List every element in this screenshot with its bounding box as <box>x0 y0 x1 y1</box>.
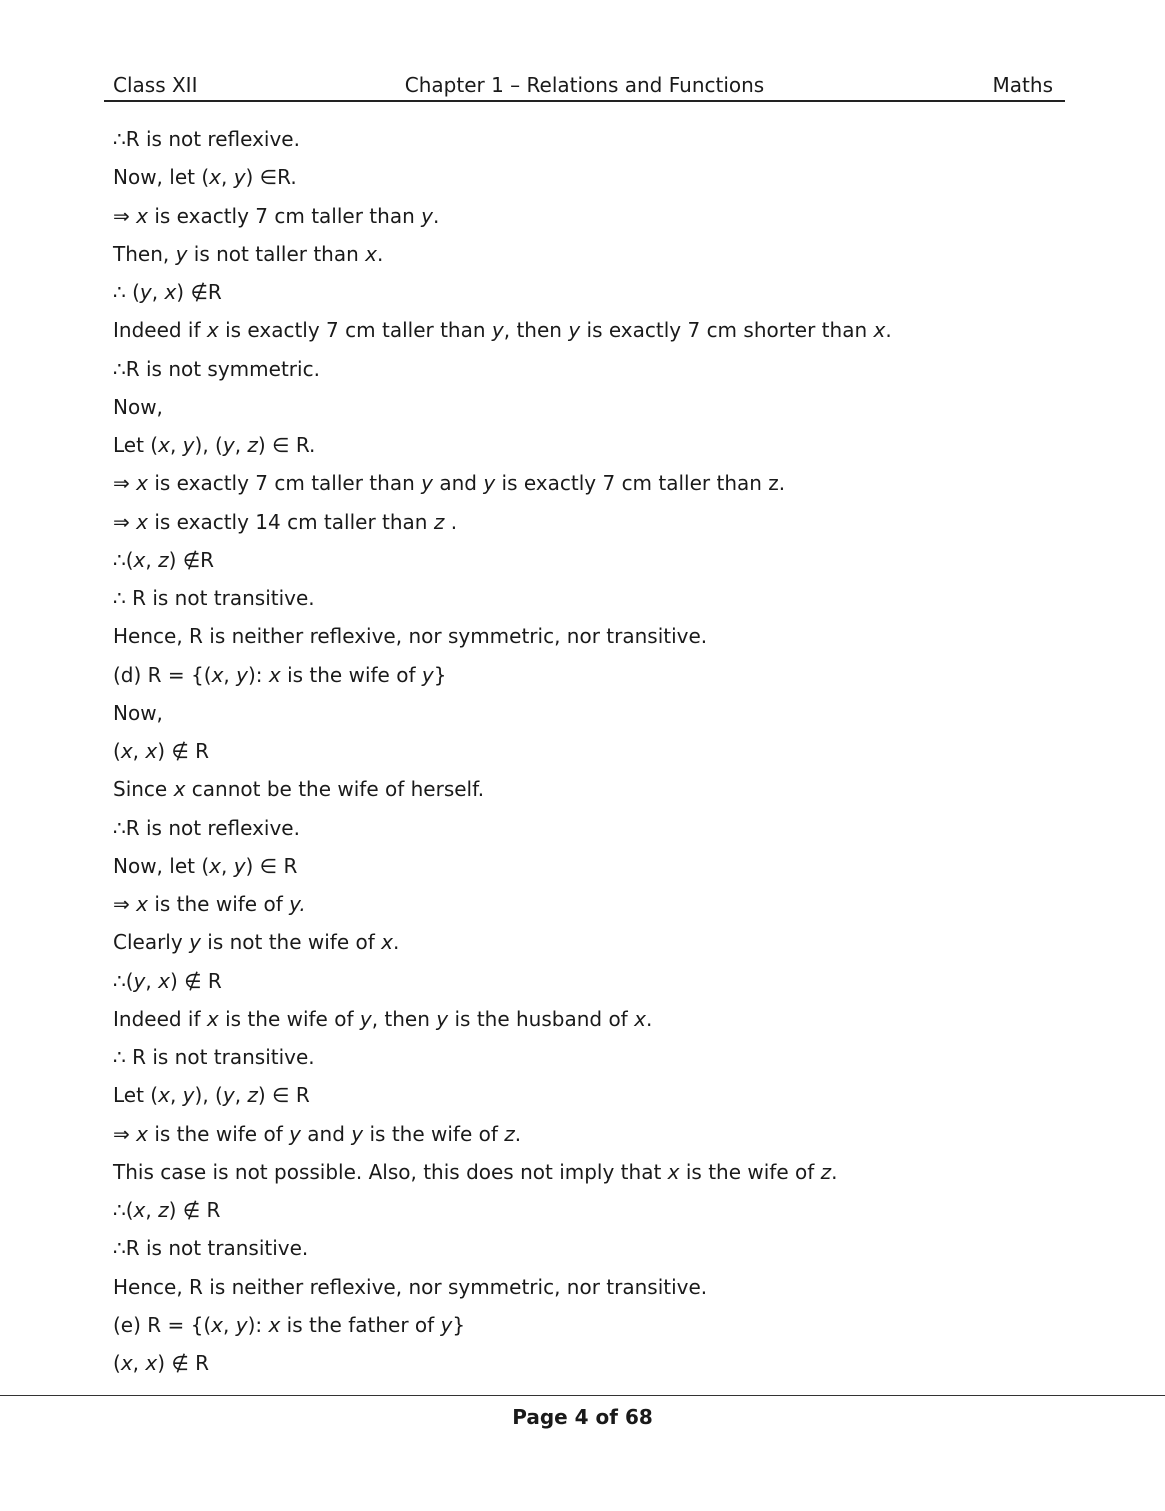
text-line <box>113 1115 1053 1153</box>
math-variable: y <box>182 433 195 457</box>
text-line <box>113 158 1053 196</box>
text-run: (d) R = {( <box>113 662 212 687</box>
math-variable: x <box>365 241 377 266</box>
text-line <box>113 197 1053 235</box>
math-variable: y <box>222 433 235 457</box>
text-run: , then <box>503 318 569 343</box>
text-line <box>113 1229 1053 1267</box>
text-run: ⇒ <box>113 203 137 228</box>
math-variable: y <box>359 1006 372 1031</box>
text-line <box>113 885 1053 923</box>
text-run: ∴( <box>113 1198 134 1222</box>
text-run: Hence, R is neither reflexive, nor symmetric, nor transitive. <box>113 1274 708 1299</box>
text-line <box>113 1000 1053 1038</box>
text-run: ), ( <box>194 433 223 457</box>
text-run: . <box>831 1159 838 1184</box>
math-variable: y <box>491 318 504 343</box>
text-run: ) ∈ R. <box>257 433 316 457</box>
text-run: ): <box>247 662 269 687</box>
text-run: is exactly 7 cm shorter than <box>580 318 874 343</box>
math-variable: y <box>440 1312 453 1337</box>
text-line <box>113 235 1053 273</box>
text-line <box>113 273 1053 311</box>
math-variable: x <box>209 853 221 878</box>
math-variable: y <box>175 241 188 266</box>
math-variable: x <box>268 662 281 687</box>
text-run: and <box>300 1121 352 1146</box>
text-line <box>113 1191 1053 1229</box>
math-variable: x <box>120 1351 133 1375</box>
math-variable: x <box>206 318 219 343</box>
math-variable: x <box>634 1006 646 1031</box>
text-run: , <box>220 853 234 878</box>
math-variable: x <box>211 1312 224 1337</box>
text-line <box>113 923 1053 961</box>
math-variable: x <box>145 739 158 763</box>
text-line <box>113 541 1053 579</box>
math-variable: x <box>136 471 148 496</box>
text-run: This case is not possible. Also, this does not imply that <box>113 1159 668 1184</box>
math-variable: y <box>568 318 581 343</box>
text-run: , <box>223 662 237 687</box>
text-run: ∴( <box>113 968 134 993</box>
text-run: ∴ R is not transitive. <box>113 1045 315 1069</box>
math-variable: x <box>206 1006 219 1031</box>
text-run: , <box>220 165 234 190</box>
page-header <box>104 70 1065 102</box>
text-run: is the wife of <box>147 1121 290 1146</box>
math-variable: x <box>120 739 133 763</box>
math-variable: x <box>158 968 170 993</box>
text-run: ) ∈R. <box>245 165 297 190</box>
math-variable: z <box>820 1159 832 1184</box>
text-run: is the husband of <box>448 1006 635 1031</box>
text-run: , <box>169 433 183 457</box>
text-run: . <box>444 509 458 534</box>
text-run: , <box>145 968 159 993</box>
text-run: is exactly 7 cm taller than <box>147 203 422 228</box>
text-run: is the wife of <box>147 892 290 916</box>
math-variable: x <box>164 280 177 304</box>
text-run: Now, let ( <box>113 165 210 190</box>
text-run: . <box>514 1121 522 1146</box>
math-variable: y <box>483 471 496 496</box>
math-variable: y <box>351 1121 364 1146</box>
text-run: ), ( <box>194 1083 223 1108</box>
math-variable: y <box>289 1121 301 1146</box>
text-line <box>113 617 1053 655</box>
text-run: (e) R = {( <box>113 1312 212 1337</box>
text-run: is exactly 7 cm taller than z. <box>495 471 786 496</box>
text-run: Clearly <box>113 930 190 955</box>
text-run: Now, <box>113 394 163 419</box>
text-run: , <box>234 433 248 457</box>
math-variable: y <box>133 968 146 993</box>
text-line <box>113 388 1053 426</box>
text-run: Let ( <box>113 1083 159 1108</box>
text-run: ⇒ <box>113 509 137 534</box>
text-run: . <box>645 1006 653 1031</box>
text-run: Indeed if <box>113 1006 207 1031</box>
text-run: ): <box>247 1312 269 1337</box>
math-variable: x <box>136 509 148 534</box>
text-line <box>113 350 1053 388</box>
text-line <box>113 503 1053 541</box>
text-line <box>113 809 1053 847</box>
text-run: is exactly 7 cm taller than <box>147 471 422 496</box>
math-variable: z <box>247 1083 258 1108</box>
text-line <box>113 1268 1053 1306</box>
text-run: is exactly 7 cm taller than <box>218 318 492 343</box>
text-line <box>113 120 1053 158</box>
text-line <box>113 464 1053 502</box>
text-line <box>113 694 1053 732</box>
text-run: ∴R is not symmetric. <box>113 356 320 381</box>
text-run: . <box>392 930 400 955</box>
text-run: Indeed if <box>113 318 207 343</box>
math-variable: z <box>247 433 258 457</box>
math-variable: y <box>236 662 248 687</box>
text-line <box>113 732 1053 770</box>
text-run: , <box>145 1198 159 1222</box>
text-run: Hence, R is neither reflexive, nor symmetric, nor transitive. <box>113 624 708 649</box>
math-variable: y <box>139 280 152 304</box>
text-run: . <box>885 318 892 343</box>
text-run: ) ∉ R <box>168 1198 221 1222</box>
text-line <box>113 847 1053 885</box>
math-variable: x <box>133 547 146 572</box>
text-run: ⇒ <box>113 1121 137 1146</box>
text-run: is exactly 14 cm taller than <box>147 509 434 534</box>
math-variable: x <box>158 1083 170 1108</box>
text-run: , <box>169 1083 183 1108</box>
math-variable: y <box>233 165 246 190</box>
text-run: , <box>234 1083 248 1108</box>
footer-divider <box>0 1395 1165 1396</box>
math-variable: y <box>182 1083 195 1108</box>
text-line <box>113 579 1053 617</box>
page-number: Page 4 of 68 <box>512 1405 653 1429</box>
text-line <box>113 426 1053 464</box>
text-line <box>113 1076 1053 1114</box>
math-variable: x <box>873 318 886 343</box>
math-variable: y <box>421 471 433 496</box>
math-variable: x <box>158 433 170 457</box>
text-run: ⇒ <box>113 471 137 496</box>
text-run: ∴R is not transitive. <box>113 1236 309 1261</box>
math-variable: x <box>136 1121 148 1146</box>
text-run: } <box>433 662 447 687</box>
header-chapter: Chapter 1 – Relations and Functions <box>404 73 765 97</box>
math-variable: y <box>235 1312 248 1337</box>
text-run: ∴R is not reflexive. <box>113 815 300 840</box>
math-variable: x <box>136 203 148 228</box>
text-line <box>113 1153 1053 1191</box>
math-variable: y <box>436 1006 449 1031</box>
text-run: ) ∉ R <box>157 1351 210 1375</box>
text-run: Now, <box>113 700 163 725</box>
text-line <box>113 1306 1053 1344</box>
text-run: ) ∉R <box>168 547 215 572</box>
text-run: Let ( <box>113 433 159 457</box>
math-variable: y <box>421 203 433 228</box>
math-variable: x <box>667 1159 680 1184</box>
math-variable: z <box>504 1121 515 1146</box>
text-run: . <box>432 203 440 228</box>
text-run: Now, let ( <box>113 853 210 878</box>
text-line <box>113 770 1053 808</box>
text-run: is not taller than <box>187 241 366 266</box>
text-run: , <box>145 547 159 572</box>
text-run: is the wife of <box>363 1121 505 1146</box>
text-run: ∴R is not reflexive. <box>113 127 300 151</box>
text-run: . <box>377 241 384 266</box>
text-run: is the father of <box>280 1312 441 1337</box>
math-variable: x <box>381 930 393 955</box>
math-variable: y <box>421 662 434 687</box>
text-run: Then, <box>113 241 176 266</box>
text-run: ) ∉R <box>176 280 222 304</box>
math-variable: x <box>211 662 224 687</box>
text-run: , <box>151 280 165 304</box>
math-variable: x <box>145 1351 158 1375</box>
text-run: is not the wife of <box>200 930 382 955</box>
math-variable: z <box>158 547 169 572</box>
math-variable: z <box>433 509 445 534</box>
math-variable: y. <box>289 892 306 916</box>
text-run: , then <box>371 1006 437 1031</box>
text-run: Since <box>113 777 174 802</box>
text-run: ) ∈ R <box>245 853 298 878</box>
text-line <box>113 962 1053 1000</box>
text-run: ( <box>113 1351 121 1375</box>
text-run: cannot be the wife of herself. <box>185 777 485 802</box>
math-variable: y <box>222 1083 235 1108</box>
text-run: , <box>223 1312 236 1337</box>
text-line <box>113 311 1053 349</box>
text-line <box>113 656 1053 694</box>
text-run: is the wife of <box>280 662 422 687</box>
math-variable: x <box>268 1312 281 1337</box>
text-run: is the wife of <box>218 1006 360 1031</box>
math-variable: x <box>136 892 148 916</box>
document-body <box>113 120 1053 1382</box>
text-run: , <box>132 1351 146 1375</box>
text-line <box>113 1038 1053 1076</box>
math-variable: x <box>209 165 221 190</box>
text-run: } <box>452 1312 466 1337</box>
math-variable: y <box>233 853 246 878</box>
text-run: ) ∈ R <box>257 1083 310 1108</box>
header-class: Class XII <box>113 73 198 97</box>
text-run: ∴ R is not transitive. <box>113 586 315 610</box>
math-variable: x <box>133 1198 146 1222</box>
text-run: , <box>132 739 146 763</box>
text-run: ∴ ( <box>113 280 140 304</box>
text-line <box>113 1344 1053 1382</box>
header-subject: Maths <box>992 73 1053 97</box>
text-run: ∴( <box>113 547 134 572</box>
math-variable: x <box>173 777 186 802</box>
math-variable: y <box>189 930 201 955</box>
text-run: is the wife of <box>679 1159 821 1184</box>
text-run: ) ∉ R <box>169 968 222 993</box>
text-run: ) ∉ R <box>157 739 210 763</box>
text-run: ⇒ <box>113 892 137 916</box>
text-run: and <box>432 471 484 496</box>
math-variable: z <box>158 1198 169 1222</box>
text-run: ( <box>113 739 121 763</box>
